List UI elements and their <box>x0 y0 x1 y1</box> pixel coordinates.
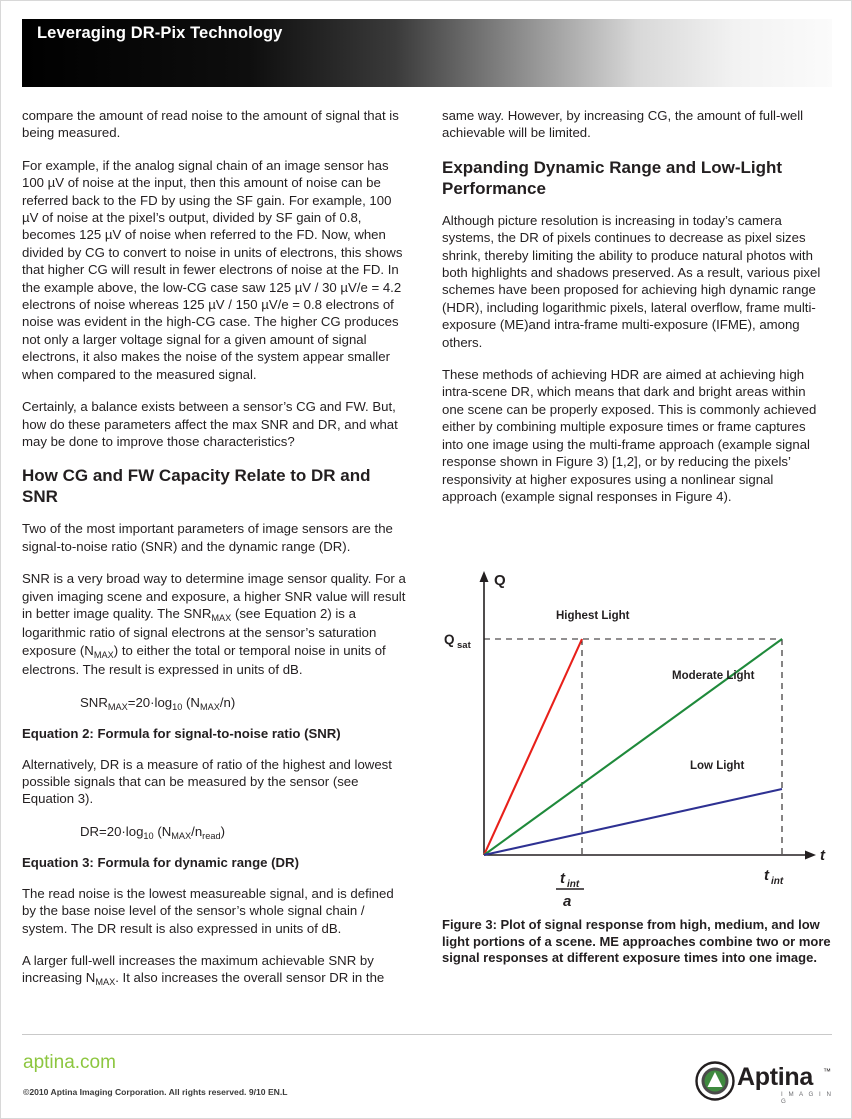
paragraph: same way. However, by increasing CG, the amount of full-well achievable will be limited. <box>442 108 804 141</box>
footer-website[interactable]: aptina.com <box>23 1052 116 1073</box>
equation-3-caption: Equation 3: Formula for dynamic range (DR) <box>22 854 299 870</box>
x-tick-label-1-num-sub: int <box>567 879 580 890</box>
annotation-moderate-light: Moderate Light <box>672 670 755 682</box>
x-axis-label: t <box>820 847 825 864</box>
equation-2-caption: Equation 2: Formula for signal-to-noise ratio (SNR) <box>22 725 341 741</box>
paragraph: Certainly, a balance exists between a sensor’s CG and FW. But, how do these parameters affect the max SNR and DR, and what may be done to improve those characteristics? <box>22 399 398 449</box>
annotation-low-light: Low Light <box>690 760 745 772</box>
x-tick-label-2: t <box>764 867 769 884</box>
paragraph: Two of the most important parameters of image sensors are the signal-to-noise ratio (SNR) and the dynamic range (DR). <box>22 521 393 554</box>
signal-response-plot <box>442 567 834 907</box>
figure-3-caption: Figure 3: Plot of signal response from high, medium, and low light portions of a scene. ME approaches combine two or more signal responses at different exposure times into one image. <box>442 917 831 966</box>
paragraph: For example, if the analog signal chain of an image sensor has 100 µV of noise at the input, then this amount of noise can be referred back to the FD by using the SF gain. For example, 100 µV of noise at the pixel’s output, divided by SF gain of 0.8, becomes 125 µV of noise when referred to the FD. Now, when divided by CG to convert to noise in units of electrons, this shows that higher CG will result in fewer electrons of noise at the FD. In the example above, the low-CG case saw 125 µV / 30 µV/e = 4.2 electrons of noise whereas 125 µV / 150 µV/e = 0.8 electrons of noise was evident in the high-CG case. The higher CG produces not only a larger voltage signal for a given amount of signal electrons, it also makes the noise of the system appear smaller when compared to the measured signal. <box>22 157 403 382</box>
paragraph: A larger full-well increases the maximum achievable SNR by increasing $N_{MAX}$. It also increases the overall sensor DR in the <box>22 953 385 988</box>
footer-divider <box>22 1034 832 1035</box>
paragraph: compare the amount of read noise to the amount of signal that is being measured. <box>22 108 399 141</box>
paragraph: These methods of achieving HDR are aimed at achieving high intra-scene DR, which means that dark and bright areas within one scene can be properly exposed. This is commonly achieved either by combining multiple exposure times or frame captures into one image using the multi-frame approach (example signal response shown in Figure 3) [1,2], or by reducing the pixels’ responsivity at higher exposures using a nonlinear signal approach (example signal responses in Figure 4). <box>442 367 817 504</box>
footer-copyright: ©2010 Aptina Imaging Corporation. All rights reserved. 9/10 EN.L <box>23 1087 288 1097</box>
y-saturation-label: Q <box>444 632 455 647</box>
figure-3-chart <box>442 567 834 907</box>
x-tick-label-2-sub: int <box>771 876 784 887</box>
section-heading-expanding-dr: Expanding Dynamic Range and Low-Light Performance <box>442 157 783 198</box>
x-tick-label-1-num: t <box>560 870 565 887</box>
y-saturation-label-sub: sat <box>457 640 471 651</box>
right-column <box>442 107 830 520</box>
aptina-logo-subtitle: I M A G I N G <box>781 1091 833 1105</box>
aptina-logo-trademark: ™ <box>823 1067 831 1076</box>
equation-2: $SNR_{MAX}=20\cdot\log_{10}$ $(N_{MAX}/n)$ <box>80 694 236 712</box>
equation-3: $DR=20\cdot\log_{10}$ $(N_{MAX}/n_{read})$ <box>80 823 225 841</box>
aptina-logo-text: Aptina <box>737 1063 813 1091</box>
series-highest-light <box>484 639 582 855</box>
paragraph: Although picture resolution is increasing in today’s camera systems, the DR of pixels continues to decrease as pixel sizes shrink, thereby limiting the ability to produce natural photos with both highlights and shadows preserved. As a result, various pixel schemes have been proposed for achieving high dynamic range (HDR), including logarithmic pixels, lateral overflow, frame multi-exposure (ME)and intra-frame multi-exposure (IFME), among others. <box>442 212 821 350</box>
section-heading-cg-fw: How CG and FW Capacity Relate to DR and SNR <box>22 466 371 507</box>
paragraph: The read noise is the lowest measureable signal, and is defined by the base noise level of the sensor’s whole signal chain / system. The DR result is also expressed in units of dB. <box>22 885 394 936</box>
y-axis-label: Q <box>494 572 506 589</box>
annotation-highest-light: Highest Light <box>556 610 630 622</box>
aptina-logo <box>695 1061 835 1105</box>
paragraph: Alternatively, DR is a measure of ratio of the highest and lowest possible signals that can be measured by the sensor (see Equation 3). <box>22 756 392 807</box>
x-tick-label-1-den: a <box>563 893 572 907</box>
left-column <box>22 107 410 1004</box>
paragraph: SNR is a very broad way to determine image sensor quality. For a given imaging scene and exposure, a higher SNR value will result in better image quality. The $SNR_{MAX}$ (see Equation 2) is a logarithmic ratio of signal electrons at the sensor’s saturation exposure $(N_{MAX})$ to either the total or temporal noise in units of electrons. The result is expressed in units of dB. <box>22 571 406 678</box>
aptina-logo-mark <box>695 1061 735 1101</box>
page-title: Leveraging DR-Pix Technology <box>37 24 283 42</box>
